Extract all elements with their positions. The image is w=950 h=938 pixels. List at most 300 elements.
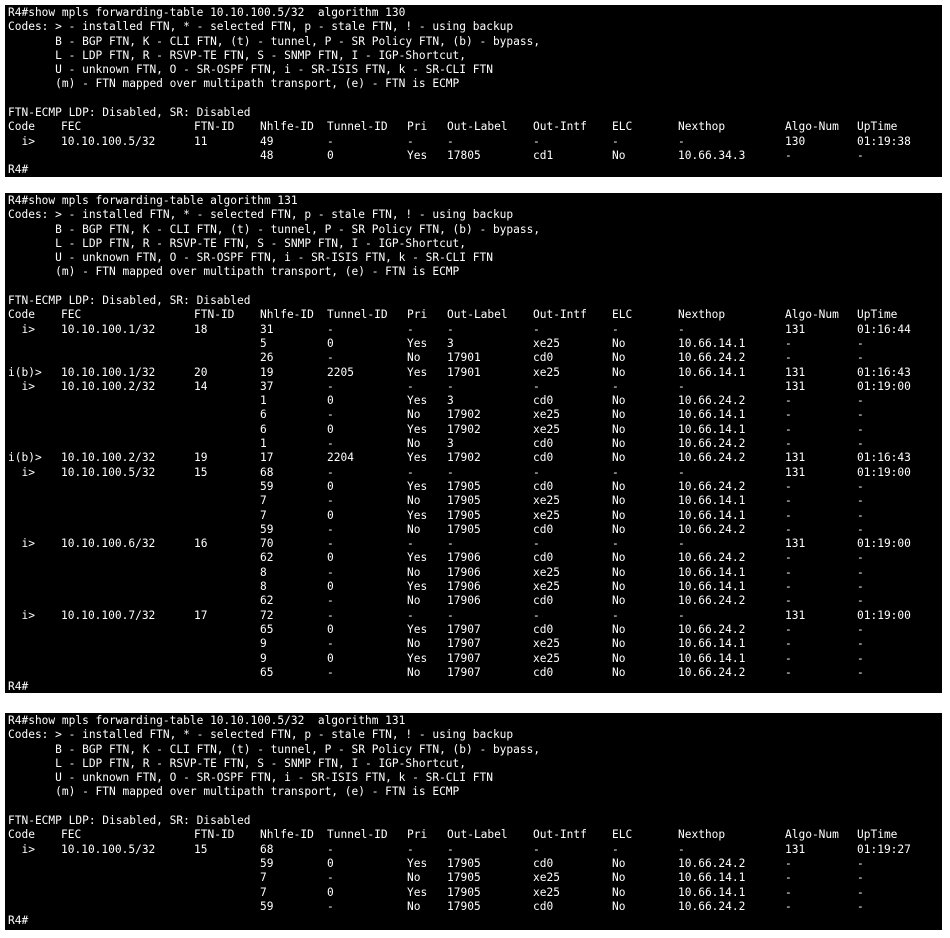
cell-pri: Yes	[407, 422, 428, 436]
cell-ftn-id: 15	[194, 465, 208, 479]
cell-nexthop: -	[678, 322, 685, 336]
table-row	[8, 580, 942, 594]
cell-elc: No	[612, 422, 626, 436]
terminal-output-algo-130-fec[interactable]	[5, 5, 942, 177]
cell-out-label: 17906	[447, 580, 481, 594]
table-row	[8, 666, 942, 680]
cell-nexthop: Nexthop	[678, 120, 726, 134]
cell-algo-num: -	[785, 622, 792, 636]
cell-elc: No	[612, 365, 626, 379]
cell-fec	[61, 337, 194, 351]
terminal-output-algo-131[interactable]	[5, 193, 942, 693]
cell-nexthop: 10.66.24.2	[678, 437, 746, 451]
cell-out-intf: Out-Intf	[533, 308, 587, 322]
cell-ftn-id	[194, 509, 260, 523]
cell-fec	[61, 351, 194, 365]
cell-code	[8, 423, 61, 437]
cell-out-intf: cd0	[533, 451, 554, 465]
cell-fec: 10.10.100.5/32	[61, 842, 156, 856]
cell-nhlfe-id: 59	[260, 856, 274, 870]
cell-nexthop: -	[678, 537, 685, 551]
cell-algo-num: -	[785, 565, 792, 579]
cell-nhlfe-id: 8	[260, 565, 267, 579]
cell-elc: No	[612, 856, 626, 870]
codes-legend-line: B - BGP FTN, K - CLI FTN, (t) - tunnel, P - SR Policy FTN, (b) - bypass,	[8, 222, 541, 236]
cell-uptime: -	[857, 437, 864, 451]
cell-out-intf: cd0	[533, 437, 554, 451]
cell-out-label: 17902	[447, 451, 481, 465]
table-row	[8, 637, 942, 651]
table-row	[8, 394, 942, 408]
cell-ftn-id	[194, 871, 260, 885]
cell-pri: No	[407, 494, 421, 508]
cell-nexthop: 10.66.24.2	[678, 594, 746, 608]
command-line: R4#show mpls forwarding-table 10.10.100.5/32 algorithm 130	[8, 6, 406, 19]
cell-pri: No	[407, 408, 421, 422]
cell-uptime: -	[857, 351, 864, 365]
cell-out-label: 17905	[447, 494, 481, 508]
cell-tunnel-id: -	[327, 842, 334, 856]
command-line: R4#show mpls forwarding-table algorithm 131	[8, 194, 298, 207]
cell-out-label: 3	[447, 437, 454, 451]
cell-uptime: -	[857, 899, 864, 913]
ecmp-status-line: FTN-ECMP LDP: Disabled, SR: Disabled	[8, 814, 251, 828]
cell-tunnel-id: 0	[327, 479, 334, 493]
cell-algo-num: -	[785, 885, 792, 899]
cell-out-label: 17902	[447, 408, 481, 422]
cell-uptime: -	[857, 394, 864, 408]
cell-tunnel-id: 0	[327, 551, 334, 565]
cell-fec	[61, 637, 194, 651]
cell-elc: No	[612, 336, 626, 350]
cell-fec	[61, 509, 194, 523]
cell-ftn-id	[194, 149, 260, 163]
blank-line	[8, 92, 942, 106]
cell-tunnel-id: 0	[327, 622, 334, 636]
cell-code: i(b)>	[8, 451, 42, 465]
cell-out-intf: cd1	[533, 148, 554, 162]
codes-legend-line: U - unknown FTN, O - SR-OSPF FTN, i - SR-ISIS FTN, k - SR-CLI FTN	[8, 771, 493, 785]
cell-out-intf: cd0	[533, 394, 554, 408]
cell-out-intf: Out-Intf	[533, 828, 587, 842]
cell-nhlfe-id: 9	[260, 637, 267, 651]
cell-fec: 10.10.100.7/32	[61, 608, 156, 622]
cell-nexthop: 10.66.24.2	[678, 522, 746, 536]
ecmp-status-line: FTN-ECMP LDP: Disabled, SR: Disabled	[8, 294, 251, 308]
cell-fec	[61, 437, 194, 451]
cell-algo-num: -	[785, 148, 792, 162]
cell-nhlfe-id: 59	[260, 522, 274, 536]
cell-tunnel-id: Tunnel-ID	[327, 308, 388, 322]
table-row	[8, 523, 942, 537]
cell-elc: No	[612, 494, 626, 508]
blank-line	[8, 280, 942, 294]
cell-uptime: 01:19:00	[857, 608, 911, 622]
cell-algo-num: 131	[785, 451, 806, 465]
table-row	[8, 323, 942, 337]
table-row	[8, 594, 942, 608]
cell-fec	[61, 580, 194, 594]
cell-nhlfe-id: 68	[260, 842, 274, 856]
cell-ftn-id	[194, 423, 260, 437]
cell-nhlfe-id: 1	[260, 437, 267, 451]
cell-tunnel-id: -	[327, 379, 334, 393]
cell-nhlfe-id: 62	[260, 594, 274, 608]
cell-algo-num: -	[785, 522, 792, 536]
cell-nhlfe-id: 1	[260, 394, 267, 408]
cell-elc: No	[612, 508, 626, 522]
cell-tunnel-id: Tunnel-ID	[327, 120, 388, 134]
cell-code	[8, 871, 61, 885]
cell-algo-num: -	[785, 580, 792, 594]
cell-algo-num: 130	[785, 134, 806, 148]
cell-nexthop: -	[678, 134, 685, 148]
cell-tunnel-id: -	[327, 437, 334, 451]
cell-uptime: -	[857, 637, 864, 651]
cell-code	[8, 551, 61, 565]
cell-out-intf: cd0	[533, 351, 554, 365]
cell-fec: 10.10.100.1/32	[61, 322, 156, 336]
cell-out-label: 3	[447, 336, 454, 350]
cell-uptime: -	[857, 580, 864, 594]
cell-nhlfe-id: 7	[260, 494, 267, 508]
cell-code: i(b)>	[8, 365, 42, 379]
cell-elc: No	[612, 437, 626, 451]
terminal-output-algo-131-fec[interactable]	[5, 713, 942, 930]
cell-code	[8, 623, 61, 637]
cell-fec	[61, 594, 194, 608]
cell-nexthop: -	[678, 608, 685, 622]
cell-elc: No	[612, 551, 626, 565]
cell-out-intf: xe25	[533, 336, 560, 350]
cell-code: i>	[8, 842, 35, 856]
cell-pri: No	[407, 522, 421, 536]
cell-out-label: 17805	[447, 148, 481, 162]
cell-uptime: 01:19:00	[857, 379, 911, 393]
cell-out-label: 17907	[447, 637, 481, 651]
cell-nexthop: 10.66.14.1	[678, 885, 746, 899]
cell-fec: 10.10.100.2/32	[61, 379, 156, 393]
cell-nhlfe-id: 8	[260, 580, 267, 594]
cell-nhlfe-id: 72	[260, 608, 274, 622]
cell-ftn-id: FTN-ID	[194, 120, 235, 134]
cell-uptime: -	[857, 551, 864, 565]
cell-uptime: -	[857, 148, 864, 162]
cell-fec	[61, 394, 194, 408]
cell-code	[8, 394, 61, 408]
cell-tunnel-id: -	[327, 351, 334, 365]
cell-tunnel-id: 0	[327, 336, 334, 350]
cell-nhlfe-id: 59	[260, 899, 274, 913]
ecmp-status-line: FTN-ECMP LDP: Disabled, SR: Disabled	[8, 106, 251, 120]
cell-algo-num: -	[785, 665, 792, 679]
cell-tunnel-id: -	[327, 465, 334, 479]
cell-nexthop: 10.66.24.2	[678, 551, 746, 565]
cell-out-intf: xe25	[533, 580, 560, 594]
cell-out-intf: cd0	[533, 594, 554, 608]
codes-legend-line: L - LDP FTN, R - RSVP-TE FTN, S - SNMP FTN, I - IGP-Shortcut,	[8, 48, 467, 62]
cell-algo-num: -	[785, 494, 792, 508]
cell-elc: No	[612, 408, 626, 422]
cell-out-label: 17906	[447, 594, 481, 608]
cell-ftn-id	[194, 666, 260, 680]
cell-ftn-id	[194, 337, 260, 351]
cell-tunnel-id: 0	[327, 394, 334, 408]
cell-elc: -	[612, 537, 619, 551]
cell-ftn-id	[194, 857, 260, 871]
table-row	[8, 857, 942, 871]
cell-out-intf: xe25	[533, 651, 560, 665]
cell-code	[8, 594, 61, 608]
cell-pri: No	[407, 351, 421, 365]
cell-ftn-id: 16	[194, 537, 208, 551]
cell-elc: No	[612, 565, 626, 579]
cell-nexthop: 10.66.14.1	[678, 651, 746, 665]
cell-ftn-id	[194, 523, 260, 537]
cell-out-intf: xe25	[533, 365, 560, 379]
cell-uptime: -	[857, 336, 864, 350]
cell-ftn-id	[194, 394, 260, 408]
cell-uptime: UpTime	[857, 828, 898, 842]
table-row	[8, 466, 942, 480]
cell-nhlfe-id: 68	[260, 465, 274, 479]
cell-ftn-id	[194, 408, 260, 422]
table-row	[8, 408, 942, 422]
table-header-row	[8, 120, 942, 134]
cell-uptime: -	[857, 565, 864, 579]
cell-elc: ELC	[612, 308, 633, 322]
cell-code	[8, 437, 61, 451]
cell-pri: No	[407, 899, 421, 913]
cell-nexthop: 10.66.24.2	[678, 622, 746, 636]
cell-nexthop: 10.66.14.1	[678, 336, 746, 350]
cell-pri: -	[407, 379, 414, 393]
cell-tunnel-id: 2204	[327, 451, 354, 465]
table-row	[8, 566, 942, 580]
cell-nhlfe-id: 5	[260, 336, 267, 350]
cell-pri: -	[407, 608, 414, 622]
cell-nhlfe-id: 19	[260, 365, 274, 379]
cell-pri: No	[407, 665, 421, 679]
cell-uptime: UpTime	[857, 120, 898, 134]
cell-ftn-id	[194, 551, 260, 565]
cell-fec: 10.10.100.6/32	[61, 537, 156, 551]
cell-nhlfe-id: 48	[260, 148, 274, 162]
cell-nexthop: 10.66.14.1	[678, 580, 746, 594]
cell-nhlfe-id: 70	[260, 537, 274, 551]
cell-out-intf: cd0	[533, 522, 554, 536]
cell-elc: No	[612, 885, 626, 899]
cell-pri: Yes	[407, 394, 428, 408]
cell-out-intf: cd0	[533, 856, 554, 870]
cell-elc: No	[612, 899, 626, 913]
cell-tunnel-id: -	[327, 637, 334, 651]
cell-uptime: -	[857, 422, 864, 436]
cell-nexthop: Nexthop	[678, 828, 726, 842]
cell-out-label: Out-Label	[447, 120, 508, 134]
cell-code	[8, 886, 61, 900]
cell-code	[8, 480, 61, 494]
cell-pri: Yes	[407, 148, 428, 162]
cell-fec	[61, 666, 194, 680]
cell-pri: Yes	[407, 885, 428, 899]
cell-tunnel-id: -	[327, 565, 334, 579]
cell-fec	[61, 566, 194, 580]
table-row	[8, 900, 942, 914]
cell-elc: No	[612, 580, 626, 594]
cell-ftn-id	[194, 886, 260, 900]
cell-elc: No	[612, 479, 626, 493]
cell-out-label: 17906	[447, 565, 481, 579]
cell-nhlfe-id: 9	[260, 651, 267, 665]
cell-elc: ELC	[612, 828, 633, 842]
cell-code	[8, 900, 61, 914]
cell-ftn-id	[194, 652, 260, 666]
codes-legend-line: (m) - FTN mapped over multipath transport, (e) - FTN is ECMP	[8, 265, 460, 279]
cell-elc: No	[612, 665, 626, 679]
table-row	[8, 480, 942, 494]
codes-legend-line: Codes: > - installed FTN, * - selected FTN, p - stale FTN, ! - using backup	[8, 20, 514, 34]
cell-elc: -	[612, 842, 619, 856]
cell-algo-num: 131	[785, 842, 806, 856]
cell-nhlfe-id: 7	[260, 871, 267, 885]
cell-pri: Yes	[407, 336, 428, 350]
cell-code: i>	[8, 465, 35, 479]
table-row	[8, 423, 942, 437]
cell-pri: -	[407, 465, 414, 479]
cell-nexthop: -	[678, 465, 685, 479]
codes-legend-line: L - LDP FTN, R - RSVP-TE FTN, S - SNMP FTN, I - IGP-Shortcut,	[8, 756, 467, 770]
cell-code: Code	[8, 308, 35, 322]
cell-nexthop: 10.66.24.2	[678, 351, 746, 365]
cell-fec	[61, 408, 194, 422]
cell-code	[8, 509, 61, 523]
cell-pri: Yes	[407, 451, 428, 465]
cell-ftn-id: 20	[194, 365, 208, 379]
cell-tunnel-id: -	[327, 134, 334, 148]
codes-legend-line: L - LDP FTN, R - RSVP-TE FTN, S - SNMP FTN, I - IGP-Shortcut,	[8, 236, 467, 250]
cell-pri: -	[407, 134, 414, 148]
cell-ftn-id: FTN-ID	[194, 828, 235, 842]
cell-code	[8, 523, 61, 537]
codes-legend-line: B - BGP FTN, K - CLI FTN, (t) - tunnel, P - SR Policy FTN, (b) - bypass,	[8, 742, 541, 756]
cell-nhlfe-id: 31	[260, 322, 274, 336]
cell-uptime: 01:16:43	[857, 365, 911, 379]
cell-algo-num: 131	[785, 379, 806, 393]
cell-fec: 10.10.100.5/32	[61, 465, 156, 479]
cell-nhlfe-id: 37	[260, 379, 274, 393]
cell-uptime: -	[857, 651, 864, 665]
cell-elc: No	[612, 871, 626, 885]
cell-elc: No	[612, 148, 626, 162]
cell-ftn-id	[194, 594, 260, 608]
cell-nhlfe-id: 6	[260, 422, 267, 436]
cell-tunnel-id: 0	[327, 508, 334, 522]
codes-legend-line: (m) - FTN mapped over multipath transport, (e) - FTN is ECMP	[8, 77, 460, 91]
cell-algo-num: 131	[785, 322, 806, 336]
blank-line	[8, 800, 942, 814]
cell-out-intf: xe25	[533, 565, 560, 579]
cell-out-label: 17906	[447, 551, 481, 565]
table-header-row	[8, 308, 942, 322]
cell-nexthop: 10.66.24.2	[678, 479, 746, 493]
cell-out-label: -	[447, 537, 454, 551]
cell-uptime: -	[857, 885, 864, 899]
cell-out-label: 17907	[447, 651, 481, 665]
cell-ftn-id: 15	[194, 842, 208, 856]
table-row	[8, 623, 942, 637]
cell-fec	[61, 523, 194, 537]
table-row	[8, 871, 942, 885]
cell-elc: No	[612, 594, 626, 608]
cell-algo-num: -	[785, 508, 792, 522]
cell-algo-num: -	[785, 351, 792, 365]
cell-tunnel-id: -	[327, 899, 334, 913]
cell-ftn-id	[194, 623, 260, 637]
cell-out-label: -	[447, 379, 454, 393]
cell-tunnel-id: 0	[327, 856, 334, 870]
cell-tunnel-id: -	[327, 494, 334, 508]
cell-algo-num: -	[785, 899, 792, 913]
cell-ftn-id: 11	[194, 134, 208, 148]
table-row	[8, 437, 942, 451]
table-row	[8, 609, 942, 623]
shell-prompt: R4#	[8, 680, 29, 693]
table-row	[8, 337, 942, 351]
codes-legend-line: B - BGP FTN, K - CLI FTN, (t) - tunnel, P - SR Policy FTN, (b) - bypass,	[8, 34, 541, 48]
cell-nhlfe-id: 7	[260, 508, 267, 522]
cell-ftn-id	[194, 580, 260, 594]
table-row	[8, 843, 942, 857]
cell-uptime: -	[857, 508, 864, 522]
cell-algo-num: -	[785, 651, 792, 665]
cell-nhlfe-id: Nhlfe-ID	[260, 120, 314, 134]
cell-out-label: 17901	[447, 365, 481, 379]
cell-fec	[61, 423, 194, 437]
cell-code	[8, 149, 61, 163]
cell-ftn-id	[194, 480, 260, 494]
cell-nexthop: 10.66.14.1	[678, 871, 746, 885]
cell-out-label: -	[447, 322, 454, 336]
cell-elc: No	[612, 622, 626, 636]
table-row	[8, 451, 942, 465]
cell-algo-num: Algo-Num	[785, 308, 839, 322]
cell-out-intf: cd0	[533, 899, 554, 913]
cell-uptime: UpTime	[857, 308, 898, 322]
cell-ftn-id: 14	[194, 379, 208, 393]
cell-out-label: 17905	[447, 508, 481, 522]
cell-pri: -	[407, 842, 414, 856]
cell-nexthop: 10.66.14.1	[678, 637, 746, 651]
cell-uptime: -	[857, 665, 864, 679]
table-row	[8, 509, 942, 523]
cell-uptime: 01:19:00	[857, 465, 911, 479]
cell-uptime: -	[857, 871, 864, 885]
cell-code	[8, 666, 61, 680]
table-row	[8, 366, 942, 380]
cell-nexthop: 10.66.24.2	[678, 856, 746, 870]
cell-uptime: -	[857, 522, 864, 536]
cell-fec	[61, 494, 194, 508]
cell-nhlfe-id: 62	[260, 551, 274, 565]
cell-out-label: 17901	[447, 351, 481, 365]
cell-uptime: -	[857, 594, 864, 608]
cell-nhlfe-id: 7	[260, 885, 267, 899]
cell-fec	[61, 900, 194, 914]
cell-pri: Yes	[407, 622, 428, 636]
cell-code	[8, 652, 61, 666]
cell-out-intf: cd0	[533, 551, 554, 565]
